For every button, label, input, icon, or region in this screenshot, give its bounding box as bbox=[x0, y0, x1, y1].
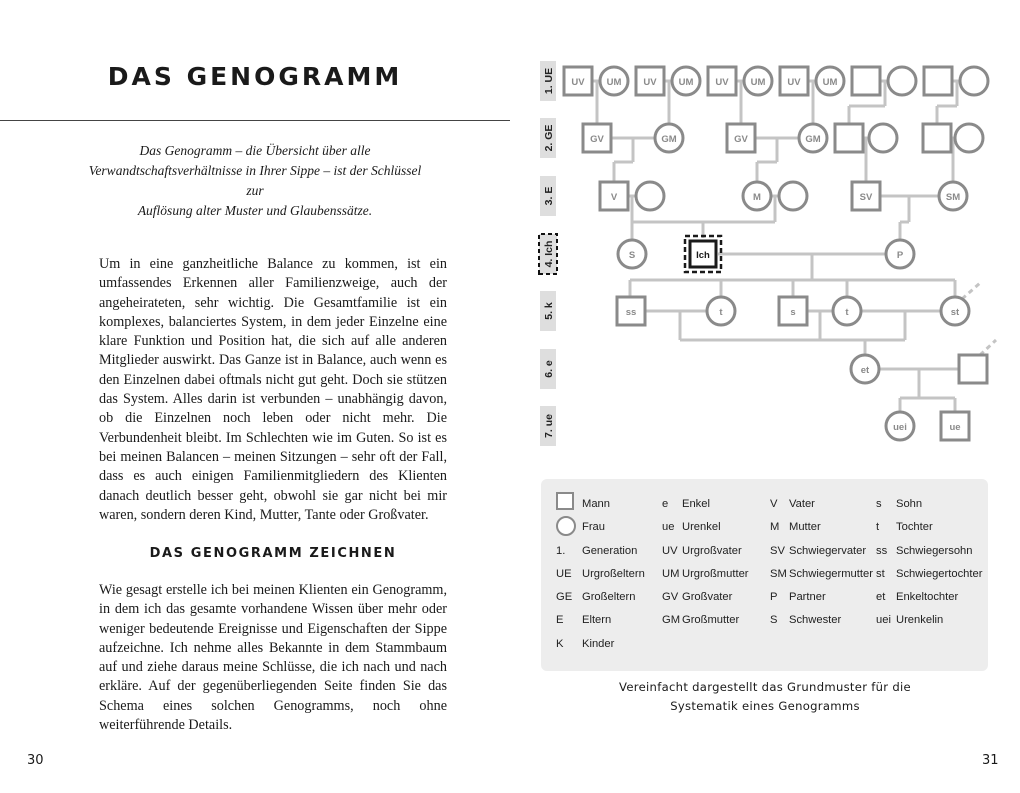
legend-meaning: Urenkelin bbox=[896, 614, 944, 626]
legend-meaning: Schwiegermutter bbox=[789, 568, 873, 580]
gen-label: 2. GE bbox=[543, 124, 555, 152]
node-label-uv: UV bbox=[715, 77, 729, 88]
male-symbol-icon bbox=[556, 492, 574, 510]
node-label-uv: UV bbox=[571, 77, 585, 88]
female-node bbox=[636, 182, 664, 210]
legend-abbr: st bbox=[876, 568, 885, 580]
female-node bbox=[779, 182, 807, 210]
legend-abbr: M bbox=[770, 521, 780, 533]
node-label-uv: UV bbox=[787, 77, 801, 88]
legend-abbr: E bbox=[556, 614, 564, 626]
legend-meaning: Urgroßeltern bbox=[582, 568, 645, 580]
node-label-m: M bbox=[753, 192, 761, 203]
legend-meaning: Schwiegertochter bbox=[896, 568, 983, 580]
body-paragraph-1: Um in eine ganzheitliche Balance zu kommen, ist ein umfassendes Erkennen aller Familienzweige, auch der angeheirateten, sehr wichtig. Die Gesamtfamilie ist ein komplexes, balanciertes System, in dem jeder Einzelne eine klare Funktion und Position hat, die sich auf alle anderen Mitglieder auswirkt. Das Ganze ist in Balance, auch wenn es den Einzelnen dabei oftmals nicht gut geht. Doch sie stützen das System. Alles darin ist verbunden – unabhängig davon, ob die Einzelnen noch leben oder nicht mehr. Die Verbundenheit bleibt. Im Schlechten wie im Guten. So ist es bei meinen Balancen – meinen Sitzungen – sehr oft der Fall, dass es auch einigen Familienmitgliedern des Klienten danach deutlich besser geht, obwohl sie gar nicht bei mir waren, sondern deren Kind, Mutter, Tante oder Großvater. bbox=[99, 256, 447, 523]
legend-abbr: uei bbox=[876, 614, 891, 626]
node-label-sv: SV bbox=[859, 192, 873, 203]
legend-abbr: S bbox=[770, 614, 778, 626]
legend-abbr: 1. bbox=[556, 545, 566, 557]
node-label-et: et bbox=[860, 365, 870, 376]
page-number-right: 31 bbox=[982, 753, 999, 768]
node-label-um: UM bbox=[606, 77, 622, 88]
node-label-um: UM bbox=[822, 77, 838, 88]
node-label-gv: GV bbox=[590, 134, 604, 145]
legend-meaning: Schwester bbox=[789, 614, 842, 626]
legend-meaning: Vater bbox=[789, 498, 815, 510]
node-label-uv: UV bbox=[643, 77, 657, 88]
caption-line: Systematik eines Genogramms bbox=[670, 699, 860, 713]
male-node bbox=[959, 355, 987, 383]
node-label-t: t bbox=[719, 307, 723, 318]
legend-meaning: Tochter bbox=[896, 521, 933, 533]
legend-meaning: Mutter bbox=[789, 521, 821, 533]
generation-1-nodes bbox=[564, 67, 988, 95]
node-label-uei: uei bbox=[893, 422, 907, 433]
body-paragraph-2: Wie gesagt erstelle ich bei meinen Klienten ein Genogramm, in dem ich das gesamte vorhandene Wissen über mehr oder weniger bedeutende Ereignisse und Eigenschaften der Sippe aufzeichne. Ich nehme alles Bekannte in dem Stammbaum auf und ziehe daraus meine Schlüsse, die ich nach und nach erkläre. Auf der gegenüberliegenden Seite finden Sie das Schema eines solchen Genogramms, noch ohne weiterführende Details. bbox=[99, 582, 447, 734]
node-label-ue: ue bbox=[949, 422, 961, 433]
legend-meaning: Eltern bbox=[582, 614, 612, 626]
node-label-sm: SM bbox=[945, 192, 961, 203]
legend-meaning: Großeltern bbox=[582, 591, 636, 603]
legend-abbr: et bbox=[876, 591, 886, 603]
gen-label: 5. k bbox=[543, 302, 555, 320]
node-label-um: UM bbox=[678, 77, 694, 88]
male-node bbox=[924, 67, 952, 95]
legend-meaning: Großvater bbox=[682, 591, 733, 603]
legend-meaning: Sohn bbox=[896, 498, 923, 510]
male-node bbox=[923, 124, 951, 152]
legend-abbr: e bbox=[662, 498, 669, 510]
legend-meaning: Großmutter bbox=[682, 614, 740, 626]
legend-abbr: UE bbox=[556, 568, 572, 580]
node-label-um: UM bbox=[750, 77, 766, 88]
node-label-v: V bbox=[610, 192, 618, 203]
generation-labels bbox=[539, 61, 557, 446]
legend-meaning: Enkel bbox=[682, 498, 710, 510]
legend-meaning: Schwiegersohn bbox=[896, 545, 973, 557]
legend-meaning: Schwiegervater bbox=[789, 545, 867, 557]
legend-abbr: ue bbox=[662, 521, 675, 533]
gen-label: 7. ue bbox=[543, 414, 555, 438]
legend-meaning: Urgroßmutter bbox=[682, 568, 749, 580]
gen-label: 3. E bbox=[543, 186, 555, 206]
legend-abbr: K bbox=[556, 638, 564, 650]
legend-abbr: V bbox=[770, 498, 778, 510]
legend-abbr: t bbox=[876, 521, 880, 533]
female-node bbox=[888, 67, 916, 95]
legend-meaning: Urenkel bbox=[682, 521, 721, 533]
node-label-s: S bbox=[628, 250, 636, 261]
female-node bbox=[960, 67, 988, 95]
node-label-st: st bbox=[950, 307, 960, 318]
page-number-left: 30 bbox=[27, 753, 44, 768]
legend-abbr: SM bbox=[770, 568, 787, 580]
node-label-gm: GM bbox=[805, 134, 821, 145]
legend-frau: Frau bbox=[582, 521, 606, 533]
node-label-s: s bbox=[790, 307, 796, 318]
legend-abbr: SV bbox=[770, 545, 785, 557]
female-symbol-icon bbox=[556, 516, 576, 536]
intro-line: Verwandtschaftsverhältnisse in Ihrer Sippe – ist der Schlüssel zur bbox=[88, 163, 422, 198]
legend-abbr: ss bbox=[876, 545, 888, 557]
node-label-gv: GV bbox=[734, 134, 748, 145]
gen-label: 6. e bbox=[543, 360, 555, 378]
male-node bbox=[835, 124, 863, 152]
legend-abbr: GM bbox=[662, 614, 681, 626]
gen-label: 1. UE bbox=[543, 67, 555, 95]
legend-meaning: Generation bbox=[582, 545, 638, 557]
legend-abbr: s bbox=[876, 498, 882, 510]
gen-label: 4. Ich bbox=[543, 240, 555, 268]
legend-abbr: UM bbox=[662, 568, 680, 580]
intro-line: Auflösung alter Muster und Glaubenssätze. bbox=[137, 203, 373, 218]
legend-meaning: Kinder bbox=[582, 638, 615, 650]
female-node bbox=[869, 124, 897, 152]
legend-meaning: Urgroßvater bbox=[682, 545, 742, 557]
node-label-gm: GM bbox=[661, 134, 677, 145]
node-label-ich: Ich bbox=[696, 250, 710, 261]
legend-abbr: GE bbox=[556, 591, 573, 603]
legend-abbr: GV bbox=[662, 591, 679, 603]
caption-line: Vereinfacht dargestellt das Grundmuster für die bbox=[619, 680, 911, 694]
legend-abbr: UV bbox=[662, 545, 678, 557]
node-label-t: t bbox=[845, 307, 849, 318]
legend-mann: Mann bbox=[582, 498, 610, 510]
female-node bbox=[955, 124, 983, 152]
legend-abbr: P bbox=[770, 591, 778, 603]
figure-caption bbox=[590, 678, 940, 716]
node-label-p: P bbox=[896, 250, 904, 261]
page-title: DAS GENOGRAMM bbox=[107, 62, 403, 91]
node-label-ss: ss bbox=[625, 307, 637, 318]
male-node bbox=[852, 67, 880, 95]
legend-meaning: Enkeltochter bbox=[896, 591, 959, 603]
intro-line: Das Genogramm – die Übersicht über alle bbox=[139, 143, 371, 158]
legend-meaning: Partner bbox=[789, 591, 826, 603]
section-heading: DAS GENOGRAMM ZEICHNEN bbox=[149, 546, 397, 561]
